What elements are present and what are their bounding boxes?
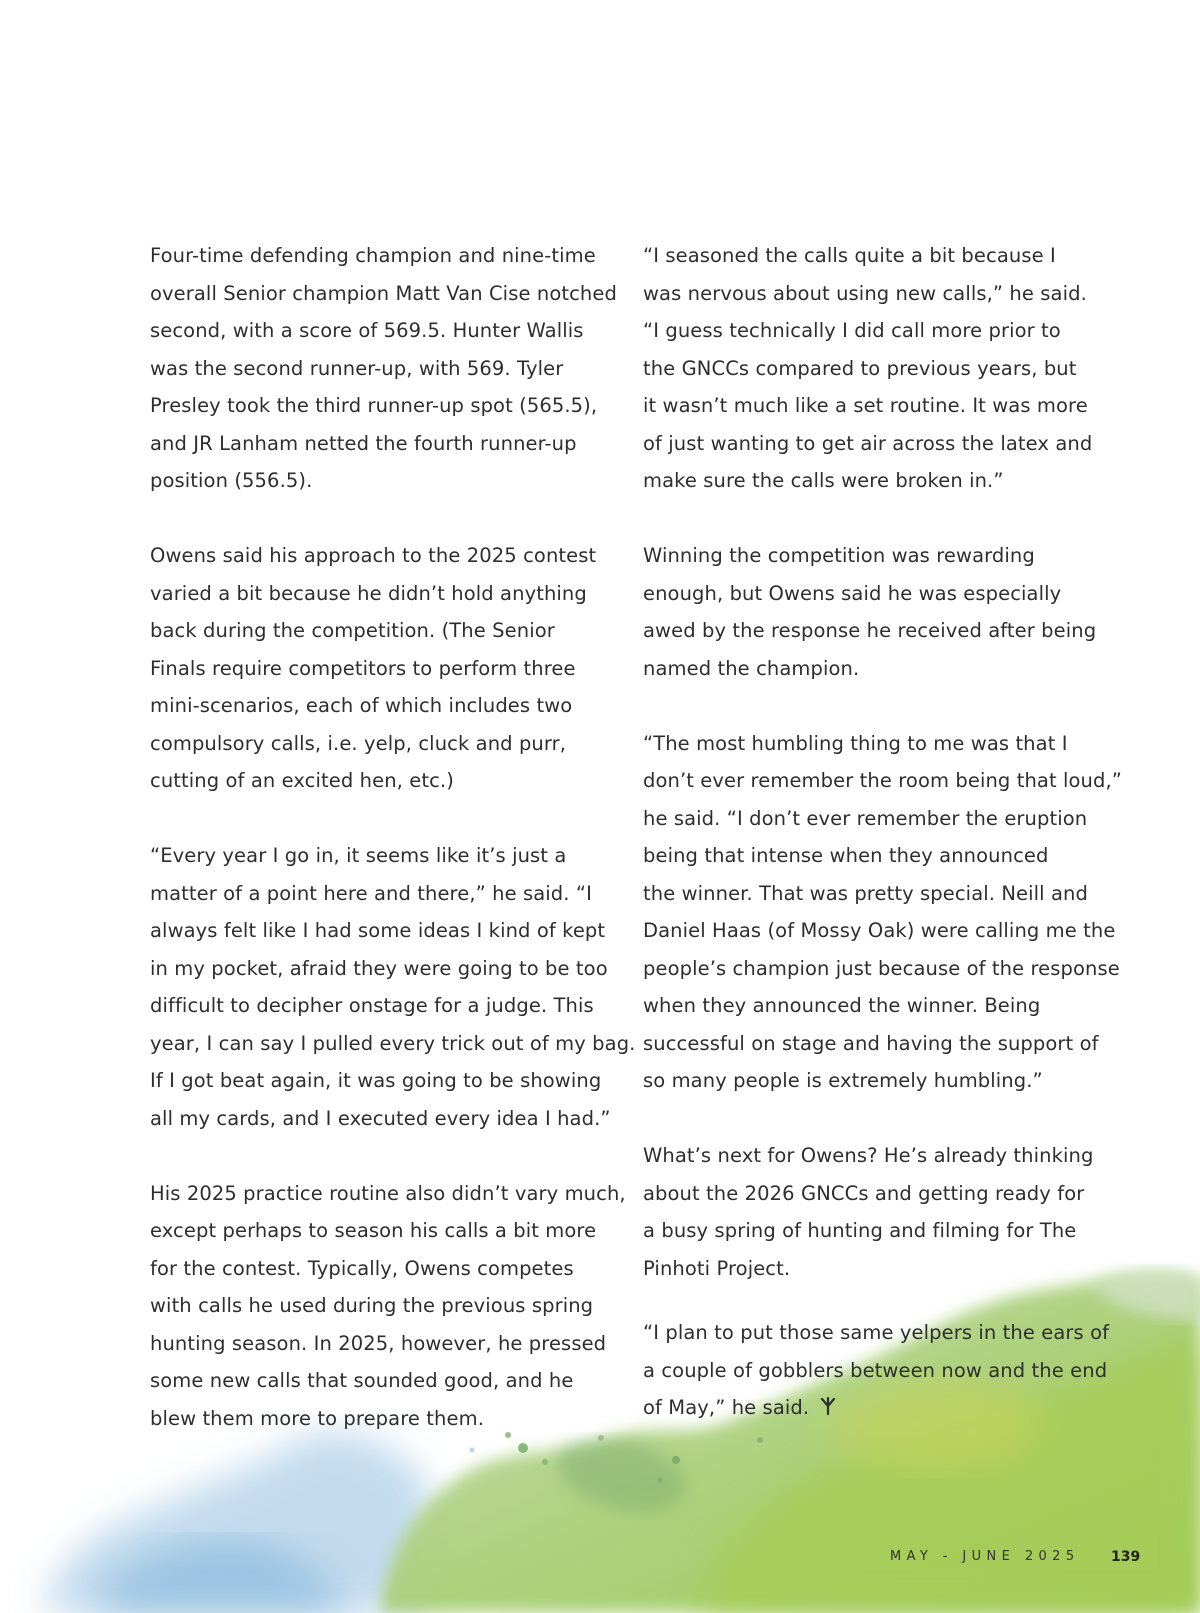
text-line: varied a bit because he didn’t hold anything xyxy=(150,581,587,605)
text-line: about the 2026 GNCCs and getting ready for xyxy=(643,1181,1085,1205)
text-line: with calls he used during the previous spring xyxy=(150,1294,594,1317)
text-line: position (556.5). xyxy=(150,469,313,492)
text-line: mini-scenarios, each of which includes two xyxy=(150,694,573,717)
text-line: hunting season. In 2025, however, he pressed xyxy=(150,1331,607,1355)
text-line: overall Senior champion Matt Van Cise notched xyxy=(150,281,617,305)
paragraph xyxy=(643,1314,1113,1427)
text-line xyxy=(643,1389,1113,1427)
paragraph xyxy=(643,237,1113,500)
text-line: and JR Lanham netted the fourth runner-up xyxy=(150,431,577,455)
paragraph xyxy=(643,725,1122,1100)
text-line: make sure the calls were broken in.” xyxy=(643,469,1004,492)
text-line-content: of May,” he said. xyxy=(643,1396,810,1419)
text-line: If I got beat again, it was going to be showing xyxy=(150,1069,602,1092)
paragraph xyxy=(150,1175,626,1438)
text-line: Finals require competitors to perform three xyxy=(150,656,576,680)
text-line: was nervous about using new calls,” he said. xyxy=(643,281,1087,305)
text-line: enough, but Owens said he was especially xyxy=(643,581,1062,605)
text-line: don’t ever remember the room being that loud,” xyxy=(643,769,1122,792)
text-line: year, I can say I pulled every trick out of my bag. xyxy=(150,1031,636,1055)
text-line: Winning the competition was rewarding xyxy=(643,544,1035,567)
paragraph xyxy=(643,1137,1113,1287)
text-line: he said. “I don’t ever remember the eruption xyxy=(643,806,1088,830)
text-line: blew them more to prepare them. xyxy=(150,1406,484,1430)
text-line: compulsory calls, i.e. yelp, cluck and purr, xyxy=(150,731,567,755)
text-line: so many people is extremely humbling.” xyxy=(643,1069,1043,1092)
text-line: a busy spring of hunting and filming for The xyxy=(643,1219,1077,1242)
text-line: Owens said his approach to the 2025 contest xyxy=(150,544,597,567)
text-line: some new calls that sounded good, and he xyxy=(150,1369,574,1392)
text-line: except perhaps to season his calls a bit more xyxy=(150,1219,597,1242)
page-number: 139 xyxy=(1111,1549,1141,1565)
text-line: when they announced the winner. Being xyxy=(643,994,1041,1017)
text-line: Presley took the third runner-up spot (565.5), xyxy=(150,394,598,417)
paragraph xyxy=(150,537,610,800)
text-line: all my cards, and I executed every idea I had.” xyxy=(150,1106,611,1130)
text-line: successful on stage and having the support of xyxy=(643,1031,1099,1055)
text-line: was the second runner-up, with 569. Tyler xyxy=(150,356,564,380)
text-line: awed by the response he received after being xyxy=(643,619,1097,642)
text-line: for the contest. Typically, Owens competes xyxy=(150,1256,574,1280)
paragraph xyxy=(150,237,617,500)
turkey-track-icon xyxy=(819,1397,837,1415)
text-line: people’s champion just because of the response xyxy=(643,956,1120,980)
text-line: cutting of an excited hen, etc.) xyxy=(150,769,454,792)
text-line: “I seasoned the calls quite a bit because I xyxy=(643,244,1056,267)
text-line: being that intense when they announced xyxy=(643,844,1049,867)
left-column xyxy=(150,237,636,1475)
text-line: matter of a point here and there,” he said. “I xyxy=(150,881,592,905)
text-line: the GNCCs compared to previous years, but xyxy=(643,356,1077,380)
text-line: Pinhoti Project. xyxy=(643,1256,791,1280)
paragraph xyxy=(150,837,636,1137)
text-line: the winner. That was pretty special. Neill and xyxy=(643,881,1088,905)
text-line: His 2025 practice routine also didn’t vary much, xyxy=(150,1181,626,1205)
text-line: of just wanting to get air across the latex and xyxy=(643,431,1093,455)
text-line: “The most humbling thing to me was that I xyxy=(643,731,1068,755)
text-line: Daniel Haas (of Mossy Oak) were calling me the xyxy=(643,919,1116,942)
text-line: “I plan to put those same yelpers in the ears of xyxy=(643,1321,1110,1344)
text-line: second, with a score of 569.5. Hunter Wallis xyxy=(150,319,584,342)
text-line: a couple of gobblers between now and the end xyxy=(643,1358,1108,1382)
text-line: “I guess technically I did call more prior to xyxy=(643,319,1061,342)
text-line: Four-time defending champion and nine-time xyxy=(150,244,596,267)
text-line: back during the competition. (The Senior xyxy=(150,619,555,642)
text-line: difficult to decipher onstage for a judge. This xyxy=(150,994,594,1017)
text-line: it wasn’t much like a set routine. It was more xyxy=(643,394,1088,417)
right-column xyxy=(643,237,1122,1464)
text-line: named the champion. xyxy=(643,656,860,680)
paragraph xyxy=(643,537,1113,687)
issue-date: MAY - JUNE 2025 xyxy=(890,1549,1080,1564)
text-line: “Every year I go in, it seems like it’s just a xyxy=(150,844,567,867)
text-line: in my pocket, afraid they were going to be too xyxy=(150,956,608,980)
text-line: What’s next for Owens? He’s already thinking xyxy=(643,1144,1094,1167)
text-line: always felt like I had some ideas I kind of kept xyxy=(150,919,606,942)
